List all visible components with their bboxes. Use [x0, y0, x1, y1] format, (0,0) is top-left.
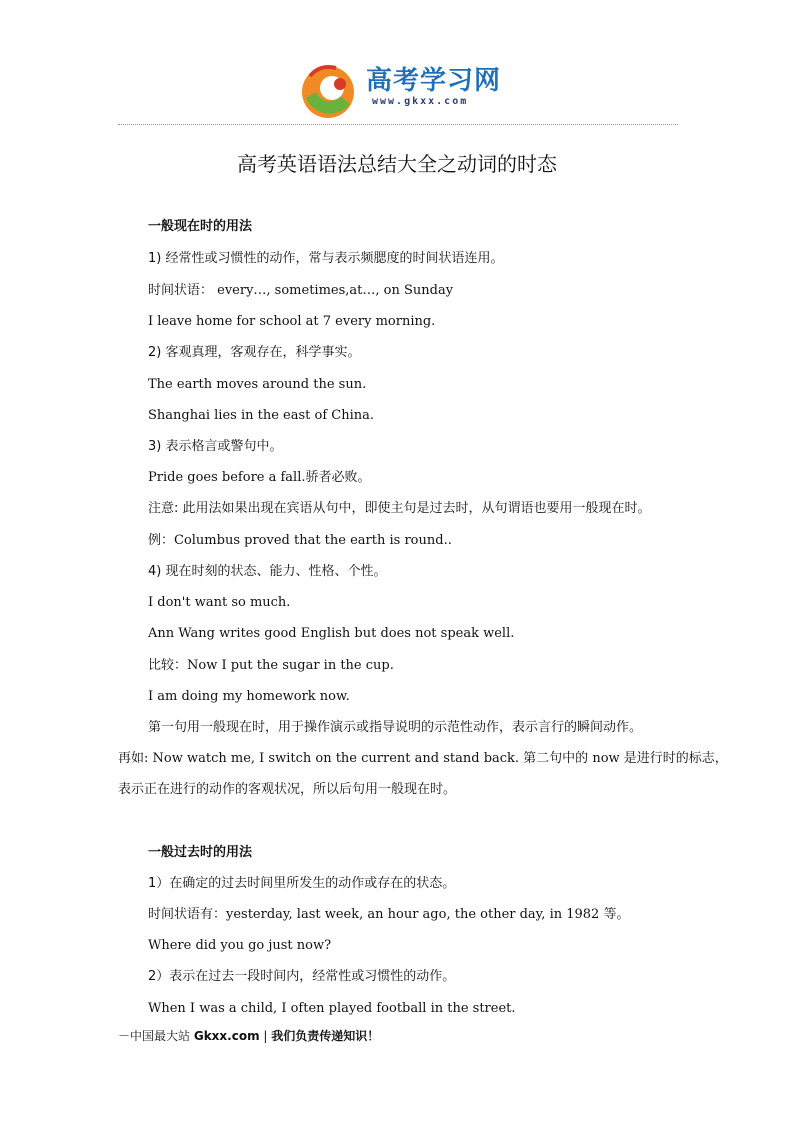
- text-line: Shanghai lies in the east of China.: [148, 408, 375, 423]
- text-line: 4) 现在时刻的状态、能力、性格、个性。: [148, 564, 387, 579]
- text-line: Pride goes before a fall.骄者必败。: [148, 470, 371, 485]
- page-title: 高考英语语法总结大全之动词的时态: [237, 152, 557, 176]
- text-line: I don't want so much.: [148, 595, 291, 610]
- text-line: I leave home for school at 7 every morning.: [148, 314, 436, 329]
- section-heading: 一般现在时的用法: [148, 219, 253, 234]
- text-line: The earth moves around the sun.: [148, 377, 367, 392]
- paragraph-line: 再如: Now watch me, I switch on the current and stand back. 第二句中的 now 是进行时的标志，: [118, 751, 728, 766]
- text-line: 1）在确定的过去时间里所发生的动作或存在的状态。: [148, 876, 456, 891]
- logo-url: www.gkxx.com: [372, 96, 469, 107]
- text-line: 2）表示在过去一段时间内，经常性或习惯性的动作。: [148, 969, 456, 984]
- section-heading: 一般过去时的用法: [148, 845, 253, 860]
- text-line: Where did you go just now?: [148, 938, 332, 953]
- paragraph-line: 表示正在进行的动作的客观状况，所以后句用一般现在时。: [118, 782, 457, 797]
- note-line: 注意: 此用法如果出现在宾语从句中，即使主句是过去时，从句谓语也要用一般现在时。: [148, 501, 651, 516]
- footer-site-link[interactable]: Gkxx.com: [193, 1029, 260, 1043]
- text-line: Ann Wang writes good English but does not speak well.: [148, 626, 515, 641]
- text-line: When I was a child, I often played football in the street.: [148, 1001, 516, 1016]
- page-footer: [118, 1027, 379, 1044]
- text-line: 时间状语： every…, sometimes,at…, on Sunday: [148, 283, 454, 298]
- text-line: I am doing my homework now.: [148, 689, 350, 704]
- text-line: 3) 表示格言或警句中。: [148, 439, 283, 454]
- text-line: 2) 客观真理，客观存在，科学事实。: [148, 345, 361, 360]
- text-line: 例：Columbus proved that the earth is round..: [148, 533, 452, 548]
- footer-prefix: －中国最大站: [118, 1029, 191, 1043]
- text-line: 1) 经常性或习惯性的动作，常与表示频腮度的时间状语连用。: [148, 251, 504, 266]
- footer-separator: |: [263, 1029, 268, 1043]
- paragraph-line: 第一句用一般现在时，用于操作演示或指导说明的示范性动作，表示言行的瞬间动作。: [148, 720, 643, 735]
- footer-slogan: 我们负责传递知识！: [271, 1029, 380, 1043]
- text-line: 比较：Now I put the sugar in the cup.: [148, 658, 394, 673]
- text-line: 时间状语有：yesterday, last week, an hour ago, the other day, in 1982 等。: [148, 907, 630, 922]
- logo-text: 高考学习网: [366, 66, 502, 96]
